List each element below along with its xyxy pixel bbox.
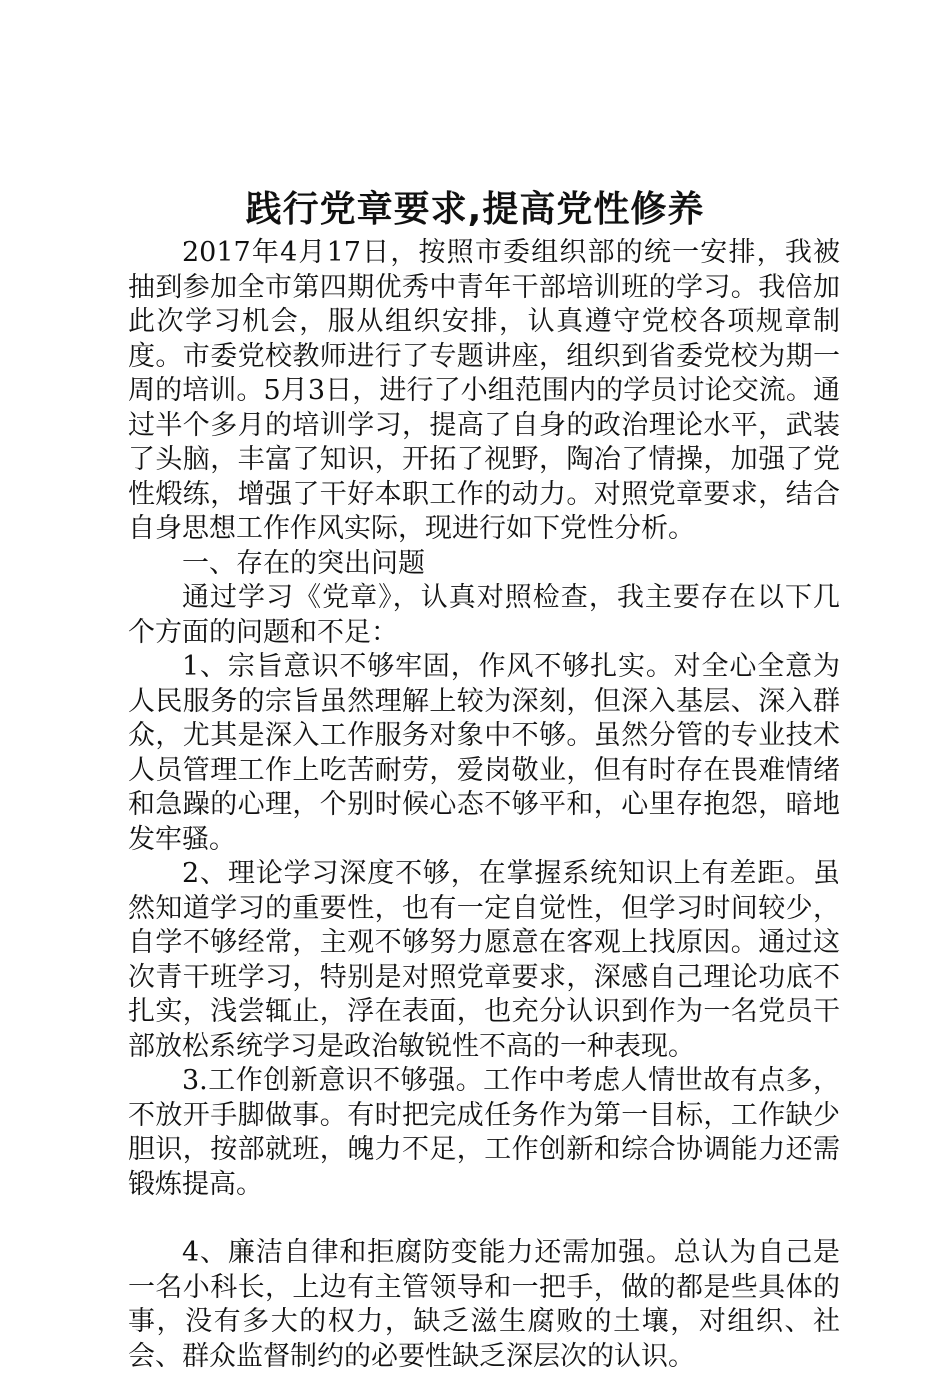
document-body xyxy=(128,236,840,1374)
paragraph-spacer xyxy=(128,1202,840,1236)
paragraph-item-3: 3.工作创新意识不够强。工作中考虑人情世故有点多，不放开手脚做事。有时把完成任务作为第一目标，工作缺少胆识，按部就班，魄力不足，工作创新和综合协调能力还需锻炼提高。 xyxy=(128,1065,840,1200)
document-title: 践行党章要求,提高党性修养 xyxy=(245,189,705,230)
paragraph-item-1: 1、宗旨意识不够牢固，作风不够扎实。对全心全意为人民服务的宗旨虽然理解上较为深刻，但深入基层、深入群众，尤其是深入工作服务对象中不够。虽然分管的专业技术人员管理工作上吃苦耐劳，爱岗敬业，但有时存在畏难情绪和急躁的心理，个别时候心态不够平和，心里存抱怨，暗地发牢骚。 xyxy=(128,651,840,855)
paragraph-item-4: 4、廉洁自律和拒腐防变能力还需加强。总认为自己是一名小科长，上边有主管领导和一把手，做的都是些具体的事，没有多大的权力，缺乏滋生腐败的土壤，对组织、社会、群众监督制约的必要性缺乏深层次的认识。 xyxy=(128,1237,840,1372)
paragraph-overview: 通过学习《党章》，认真对照检查，我主要存在以下几个方面的问题和不足： xyxy=(128,582,840,648)
section-heading: 一、存在的突出问题 xyxy=(182,547,425,579)
paragraph-item-2: 2、理论学习深度不够，在掌握系统知识上有差距。虽然知道学习的重要性，也有一定自觉性，但学习时间较少，自学不够经常，主观不够努力愿意在客观上找原因。通过这次青干班学习，特别是对照党章要求，深感自己理论功底不扎实，浅尝辄止，浮在表面，也充分认识到作为一名党员干部放松系统学习是政治敏锐性不高的一种表现。 xyxy=(128,858,840,1062)
paragraph-intro: 2017年4月17日，按照市委组织部的统一安排，我被抽到参加全市第四期优秀中青年干部培训班的学习。我倍加此次学习机会，服从组织安排，认真遵守党校各项规章制度。市委党校教师进行了专题讲座，组织到省委党校为期一周的培训。5月3日，进行了小组范围内的学员讨论交流。通过半个多月的培训学习，提高了自身的政治理论水平，武装了头脑，丰富了知识，开拓了视野，陶冶了情操，加强了党性煅练，增强了干好本职工作的动力。对照党章要求，结合自身思想工作作风实际，现进行如下党性分析。 xyxy=(128,237,840,544)
